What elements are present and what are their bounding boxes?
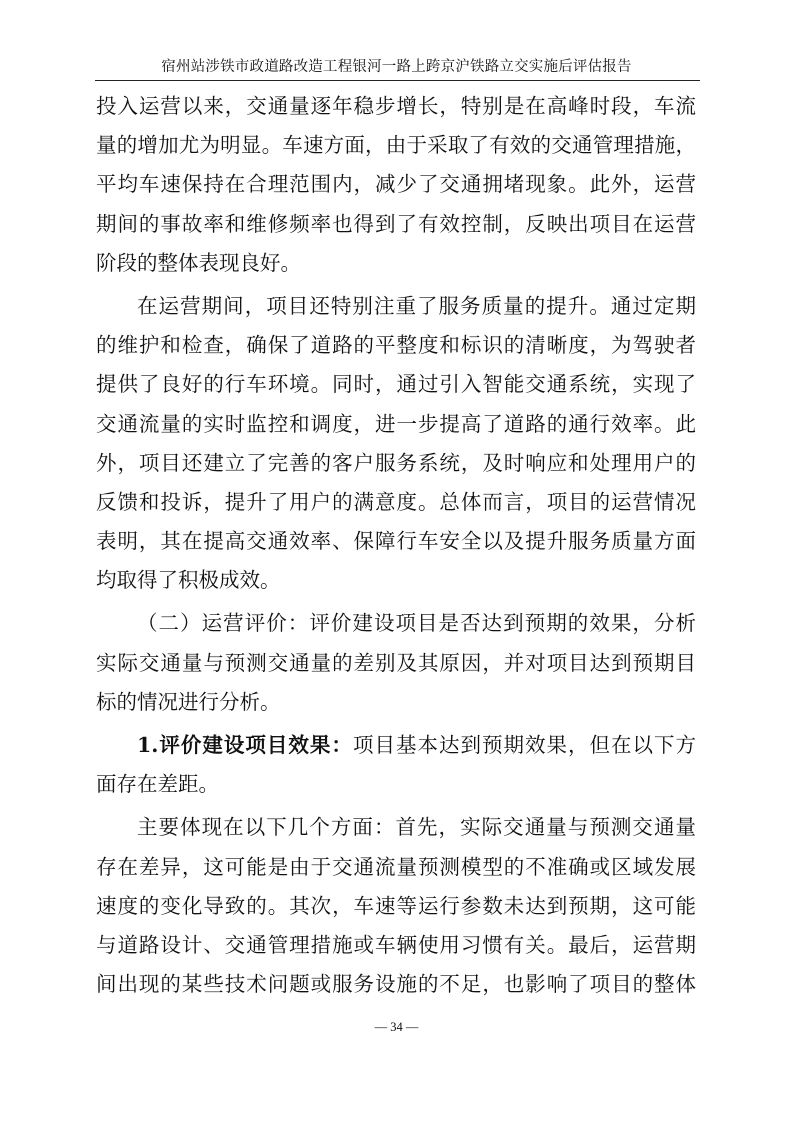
document-body	[96, 87, 696, 1004]
paragraph	[96, 87, 696, 283]
header-rule	[95, 80, 700, 81]
text-line: 的维护和检查，确保了道路的平整度和标识的清晰度，为驾驶者	[96, 333, 696, 358]
running-header: 宿州站涉铁市政道路改造工程银河一路上跨京沪铁路立交实施后评估报告	[161, 59, 632, 75]
text-line: 提供了良好的行车环境。同时，通过引入智能交通系统，实现了	[96, 372, 696, 397]
text-line-content: 项目基本达到预期效果，但在以下方	[352, 733, 696, 757]
text-line: 量的增加尤为明显。车速方面，由于采取了有效的交通管理措施，	[96, 133, 696, 158]
text-line	[96, 726, 696, 765]
text-line: 面存在差距。	[96, 772, 219, 797]
text-line-content: （二）运营评价：评价建设项目是否达到预期的效果，分析	[137, 611, 696, 636]
text-line: 投入运营以来，交通量逐年稳步增长，特别是在高峰时段，车流	[96, 94, 696, 118]
text-line: 与道路设计、交通管理措施或车辆使用习惯有关。最后，运营期	[96, 932, 696, 957]
page-number: — 34 —	[374, 1020, 419, 1034]
text-line	[96, 287, 696, 326]
paragraph	[96, 604, 696, 722]
text-line: 平均车速保持在合理范围内，减少了交通拥堵现象。此外，运营	[96, 172, 696, 197]
text-line-content: 在运营期间，项目还特别注重了服务质量的提升。通过定期	[137, 293, 696, 318]
text-line	[96, 808, 696, 847]
text-line: 均取得了积极成效。	[96, 568, 281, 593]
text-line: 间出现的某些技术问题或服务设施的不足，也影响了项目的整体	[96, 972, 696, 997]
text-line-content: 主要体现在以下几个方面：首先，实际交通量与预测交通量	[137, 815, 696, 840]
text-line: 期间的事故率和维修频率也得到了有效控制，反映出项目在运营	[96, 211, 696, 236]
text-line: 表明，其在提高交通效率、保障行车安全以及提升服务质量方面	[96, 529, 696, 554]
text-line: 交通流量的实时监控和调度，进一步提高了道路的通行效率。此	[96, 411, 696, 436]
text-line: 阶段的整体表现良好。	[96, 250, 301, 275]
text-line: 外，项目还建立了完善的客户服务系统，及时响应和处理用户的	[96, 450, 696, 475]
paragraph	[96, 287, 696, 601]
text-line: 实际交通量与预测交通量的差别及其原因，并对项目达到预期目	[96, 650, 696, 675]
paragraph	[96, 726, 696, 804]
text-line: 反馈和投诉，提升了用户的满意度。总体而言，项目的运营情况	[96, 489, 696, 514]
text-line: 速度的变化导致的。其次，车速等运行参数未达到预期，这可能	[96, 893, 696, 918]
text-line: 存在差异，这可能是由于交通流量预测模型的不准确或区域发展	[96, 854, 696, 879]
paragraph	[96, 808, 696, 1004]
text-line	[96, 604, 696, 643]
text-line: 标的情况进行分析。	[96, 689, 281, 714]
section-heading: 1.评价建设项目效果：	[137, 733, 353, 757]
